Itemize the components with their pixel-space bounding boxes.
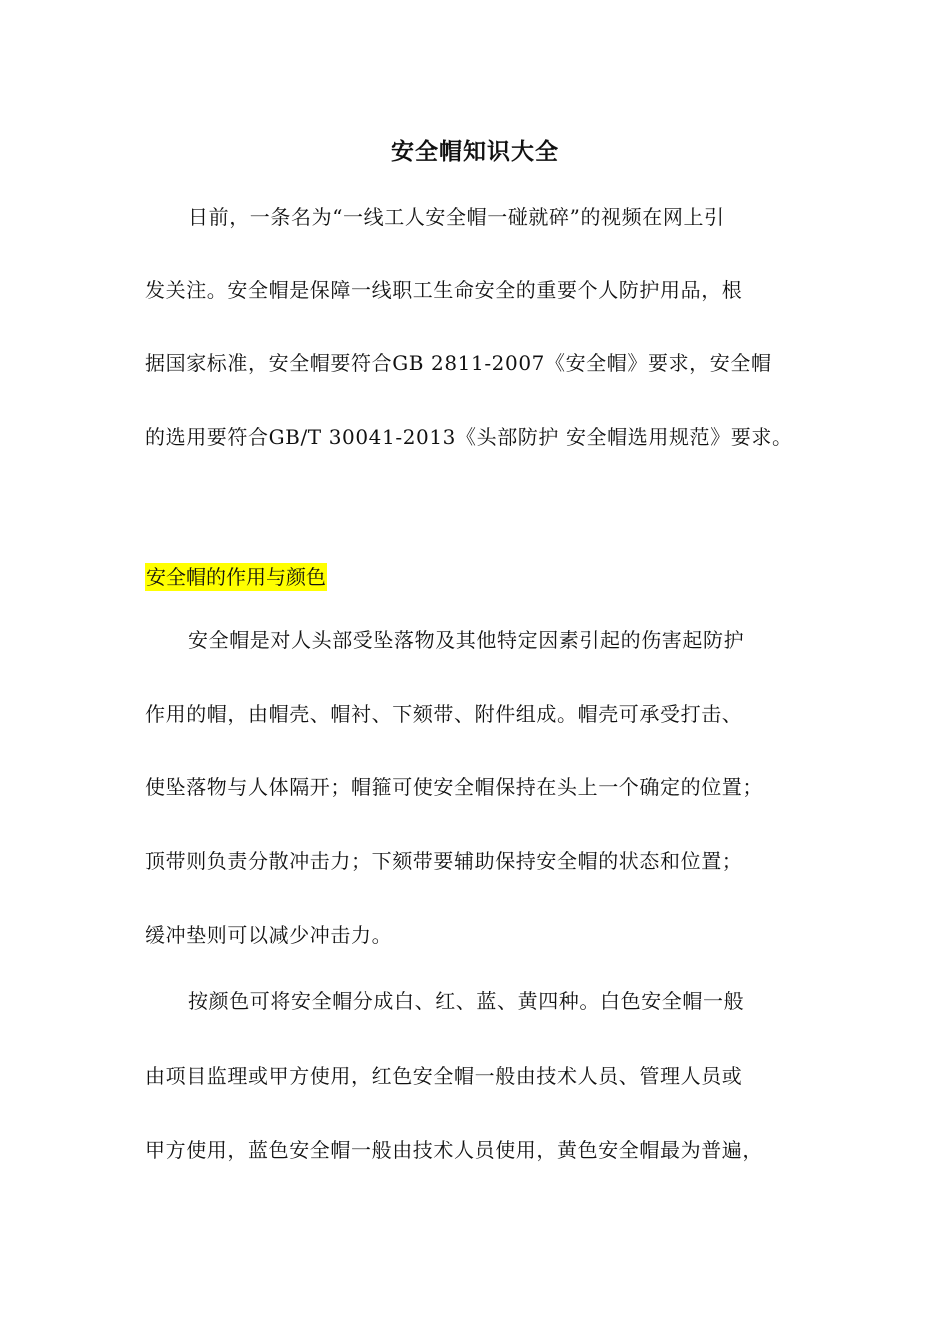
section-heading: 安全帽的作用与颜色 bbox=[146, 565, 326, 589]
intro-line: 的选用要符合GB/T 30041-2013《头部防护 安全帽选用规范》要求。 bbox=[145, 425, 793, 449]
color-line: 由项目监理或甲方使用，红色安全帽一般由技术人员、管理人员或 bbox=[145, 1064, 743, 1088]
function-line: 缓冲垫则可以减少冲击力。 bbox=[145, 923, 393, 947]
intro-line: 日前，一条名为“一线工人安全帽一碰就碎”的视频在网上引 bbox=[188, 205, 725, 229]
color-line: 按颜色可将安全帽分成白、红、蓝、黄四种。白色安全帽一般 bbox=[188, 989, 745, 1013]
color-line: 甲方使用，蓝色安全帽一般由技术人员使用，黄色安全帽最为普遍， bbox=[145, 1138, 763, 1162]
intro-line: 据国家标准，安全帽要符合GB 2811-2007《安全帽》要求，安全帽 bbox=[145, 351, 772, 375]
function-line: 顶带则负责分散冲击力；下颏带要辅助保持安全帽的状态和位置； bbox=[145, 849, 743, 873]
function-line: 作用的帽，由帽壳、帽衬、下颏带、附件组成。帽壳可承受打击、 bbox=[145, 702, 743, 726]
intro-line: 发关注。安全帽是保障一线职工生命安全的重要个人防护用品，根 bbox=[145, 278, 743, 302]
function-line: 使坠落物与人体隔开；帽箍可使安全帽保持在头上一个确定的位置； bbox=[145, 775, 763, 799]
function-line: 安全帽是对人头部受坠落物及其他特定因素引起的伤害起防护 bbox=[188, 628, 745, 652]
document-title: 安全帽知识大全 bbox=[391, 139, 559, 165]
